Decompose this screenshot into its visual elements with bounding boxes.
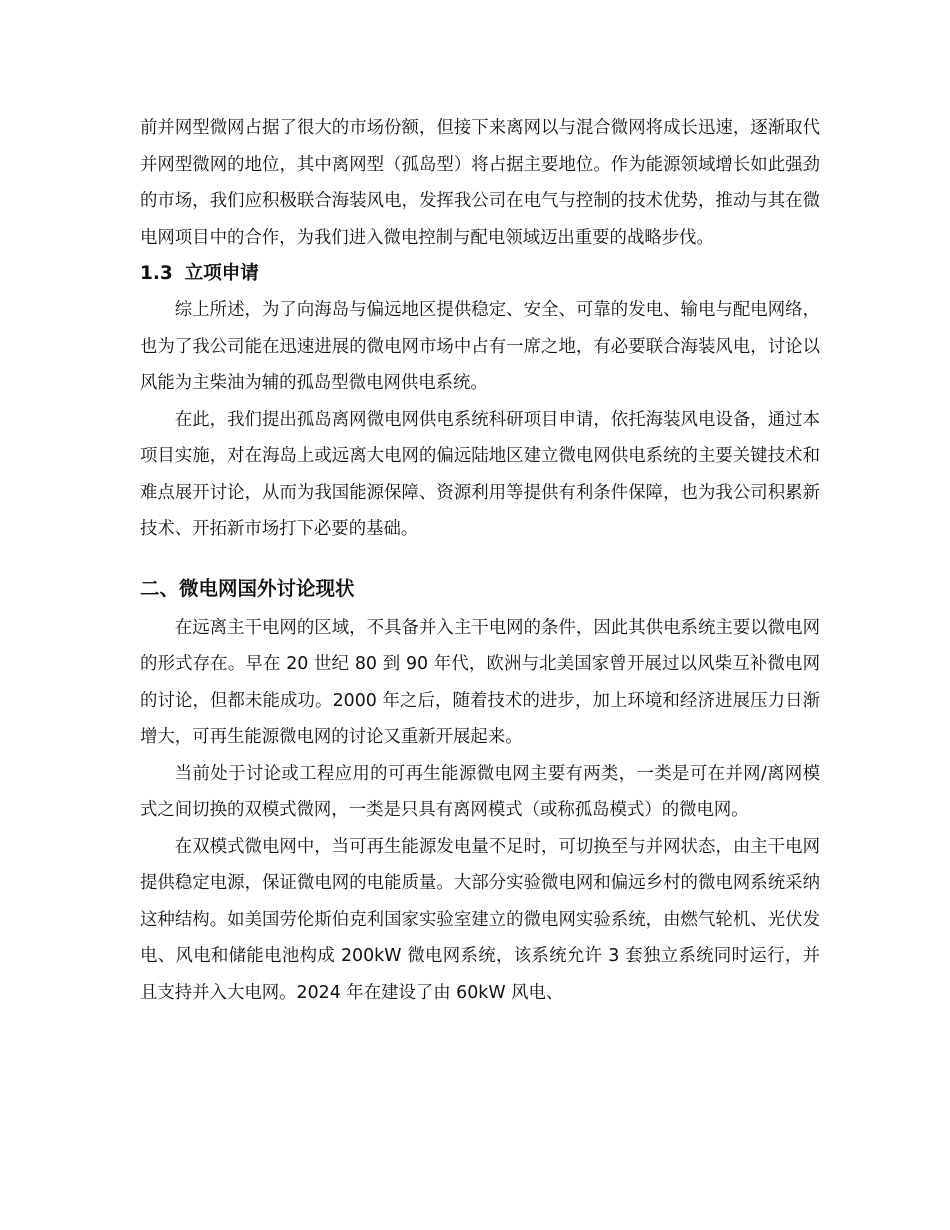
section-title: 立项申请	[184, 263, 259, 284]
paragraph-remote-grid: 在远离主干电网的区域，不具备并入主干电网的条件，因此其供电系统主要以微电网的形式存在。早在 20 世纪 80 到 90 年代，欧洲与北美国家曾开展过以风柴互补微电网的讨论，但都未能成功。2000 年之后，随着技术的进步，加上环境和经济进展压力日渐增大，可再生能源微电网的讨论又重新开展起来。	[140, 617, 820, 747]
paragraph-market-share: 前并网型微网占据了很大的市场份额，但接下来离网以与混合微网将成长迅速，逐渐取代并网型微网的地位，其中离网型（孤岛型）将占据主要地位。作为能源领域增长如此强劲的市场，我们应积极联合海装风电，发挥我公司在电气与控制的技术优势，推动与其在微电网项目中的合作，为我们进入微电控制与配电领域迈出重要的战略步伐。	[140, 118, 820, 248]
document-page	[140, 110, 820, 1011]
chapter-heading-2: 二、微电网国外讨论现状	[140, 576, 355, 600]
paragraph-summary: 综上所述，为了向海岛与偏远地区提供稳定、安全、可靠的发电、输电与配电网络，也为了我公司能在迅速进展的微电网市场中占有一席之地，有必要联合海装风电，讨论以风能为主柴油为辅的孤岛型微电网供电系统。	[140, 300, 820, 393]
paragraph-microgrid-types: 当前处于讨论或工程应用的可再生能源微电网主要有两类，一类是可在并网/离网模式之间切换的双模式微网，一类是只具有离网模式（或称孤岛模式）的微电网。	[140, 763, 820, 820]
section-number: 1.3	[140, 263, 173, 284]
paragraph-project-proposal: 在此，我们提出孤岛离网微电网供电系统科研项目申请，依托海装风电设备，通过本项目实施，对在海岛上或远离大电网的偏远陆地区建立微电网供电系统的主要关键技术和难点展开讨论，从而为我国能源保障、资源利用等提供有利条件保障，也为我公司积累新技术、开拓新市场打下必要的基础。	[140, 409, 820, 539]
section-heading-1-3	[140, 258, 820, 290]
paragraph-dual-mode: 在双模式微电网中，当可再生能源发电量不足时，可切换至与并网状态，由主干电网提供稳定电源，保证微电网的电能质量。大部分实验微电网和偏远乡村的微电网系统采纳这种结构。如美国劳伦斯伯克利国家实验室建立的微电网实验系统，由燃气轮机、光伏发电、风电和储能电池构成 200kW 微电网系统，该系统允许 3 套独立系统同时运行，并且支持并入大电网。2024 年在建设了由 60kW 风电、	[140, 836, 820, 1003]
